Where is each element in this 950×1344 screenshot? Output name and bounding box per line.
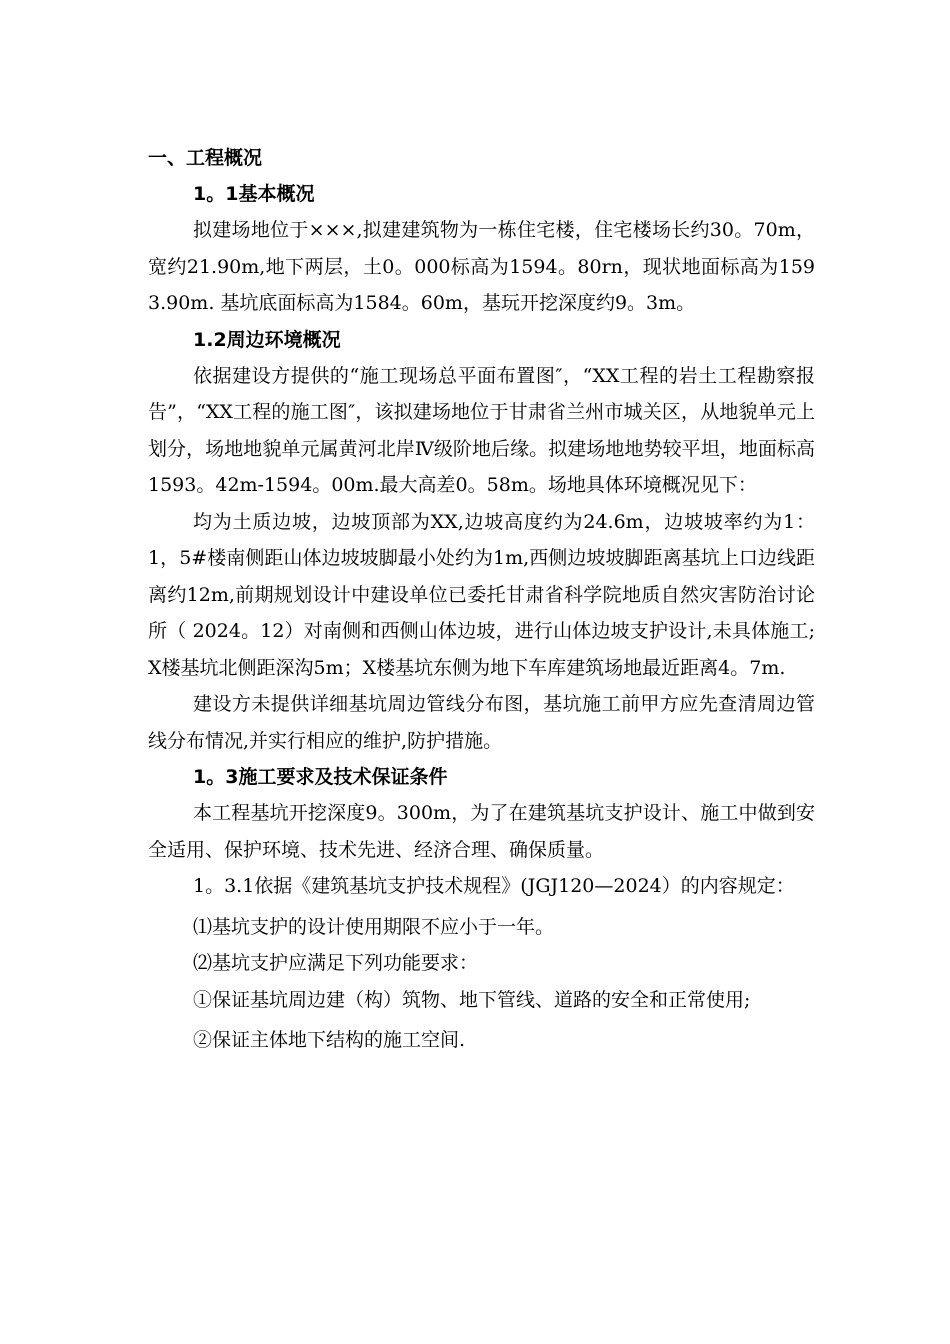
paragraph-requirements: 本工程基坑开挖深度9。300m，为了在建筑基坑支护设计、施工中做到安全适用、保护环境、技术先进、经济合理、确保质量。 bbox=[148, 802, 815, 861]
paragraph-basic-overview: 拟建场地位于×××,拟建建筑物为一栋住宅楼，住宅楼场长约30。70m，宽约21.90m,地下两层，土0。000标高为1594。80rn，现状地面标高为1593.90m. 基坑底面标高为1584。60m，基玩开挖深度约9。3m。 bbox=[148, 219, 815, 314]
section-title-1-2: 1.2周边环境概况 bbox=[193, 328, 341, 351]
sub-list-item-2: ②保证主体地下结构的施工空间. bbox=[193, 1029, 466, 1051]
document-body bbox=[148, 140, 815, 1059]
list-item-1: ⑴基坑支护的设计使用期限不应小于一年。 bbox=[193, 915, 555, 938]
paragraph-1-3-1: 1。3.1依据《建筑基坑支护技术规程》(JGJ120—2024）的内容规定： bbox=[193, 875, 795, 897]
section-title-1-3: 1。3施工要求及技术保证条件 bbox=[193, 766, 448, 788]
paragraph-environment-1: 依据建设方提供的“施工现场总平面布置图″，“XX工程的岩土工程勘察报告”，“XX工程的施工图″，该拟建场地位于甘肃省兰州市城关区，从地貌单元上划分，场地地貌单元属黄河北岸Ⅳ级阶地后缘。拟建场地地势较平坦，地面标高1593。42m-1594。00m.最大高差0。58m。场地具体环境概况见下： bbox=[148, 364, 815, 496]
paragraph-environment-3: 建设方未提供详细基坑周边管线分布图，基坑施工前甲方应先查清周边管线分布情况,并实行相应的维护,防护措施。 bbox=[148, 693, 815, 752]
list-item-2: ⑵基坑支护应满足下列功能要求： bbox=[193, 952, 479, 974]
section-title-1-1: 1。1基本概况 bbox=[193, 183, 315, 205]
paragraph-environment-2: 均为土质边坡，边坡顶部为XX,边坡高度约为24.6m，边坡坡率约为1：1，5#楼南侧距山体边坡坡脚最小处约为1m,西侧边坡坡脚距离基坑上口边线距离约12m,前期规划设计中建设单位已委托甘肃省科学院地质自然灾害防治讨论所（ 2024。12）对南侧和西侧山体边坡，进行山体边坡支护设计,未具体施工;X楼基坑北侧距深沟5m；X楼基坑东侧为地下车库建筑场地最近距离4。7m. bbox=[148, 510, 815, 679]
heading-engineering-overview: 一、工程概况 bbox=[148, 147, 263, 169]
sub-list-item-1: ①保证基坑周边建（构）筑物、地下管线、道路的安全和正常使用; bbox=[193, 988, 751, 1011]
